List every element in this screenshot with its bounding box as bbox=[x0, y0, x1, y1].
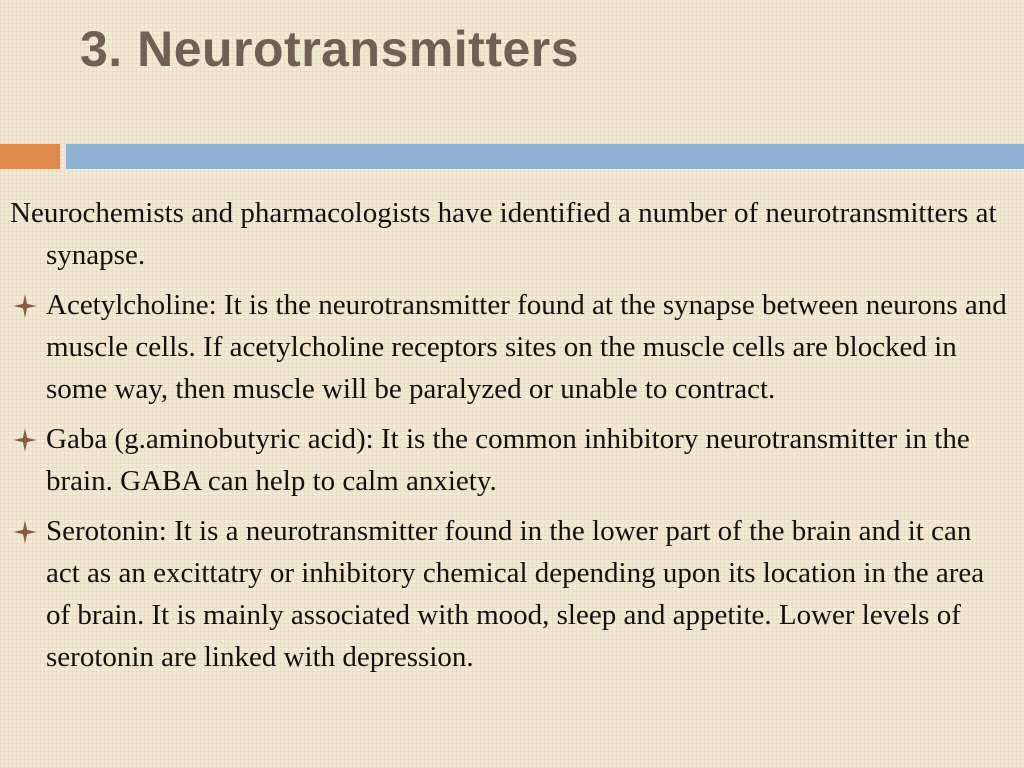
bullet-item-acetylcholine bbox=[10, 284, 1010, 410]
bullet-text: Gaba (g.aminobutyric acid): It is the common inhibitory neurotransmitter in the brain. GABA can help to calm anxiety. bbox=[46, 423, 970, 497]
four-point-star-icon bbox=[12, 519, 38, 545]
bullet-text: Serotonin: It is a neurotransmitter found in the lower part of the brain and it can act as an excittatry or inhibitory chemical depending upon its location in the area of brain. It is mainly associated with mood, sleep and appetite. Lower levels of serotonin are linked with depression. bbox=[46, 515, 985, 673]
header-divider-bar bbox=[66, 144, 1024, 169]
bullet-item-serotonin bbox=[10, 510, 1010, 678]
intro-paragraph: Neurochemists and pharmacologists have identified a number of neurotransmitters at synapse. bbox=[10, 197, 997, 271]
bullet-item-gaba bbox=[10, 418, 1010, 502]
slide-body bbox=[10, 192, 1010, 686]
slide-title: 3. Neurotransmitters bbox=[80, 21, 580, 77]
accent-bar bbox=[0, 144, 60, 169]
four-point-star-icon bbox=[12, 293, 38, 319]
bullet-text: Acetylcholine: It is the neurotransmitter found at the synapse between neurons and muscle cells. If acetylcholine receptors sites on the muscle cells are blocked in some way, then muscle will be paralyzed or unable to contract. bbox=[46, 289, 1007, 405]
four-point-star-icon bbox=[12, 427, 38, 453]
